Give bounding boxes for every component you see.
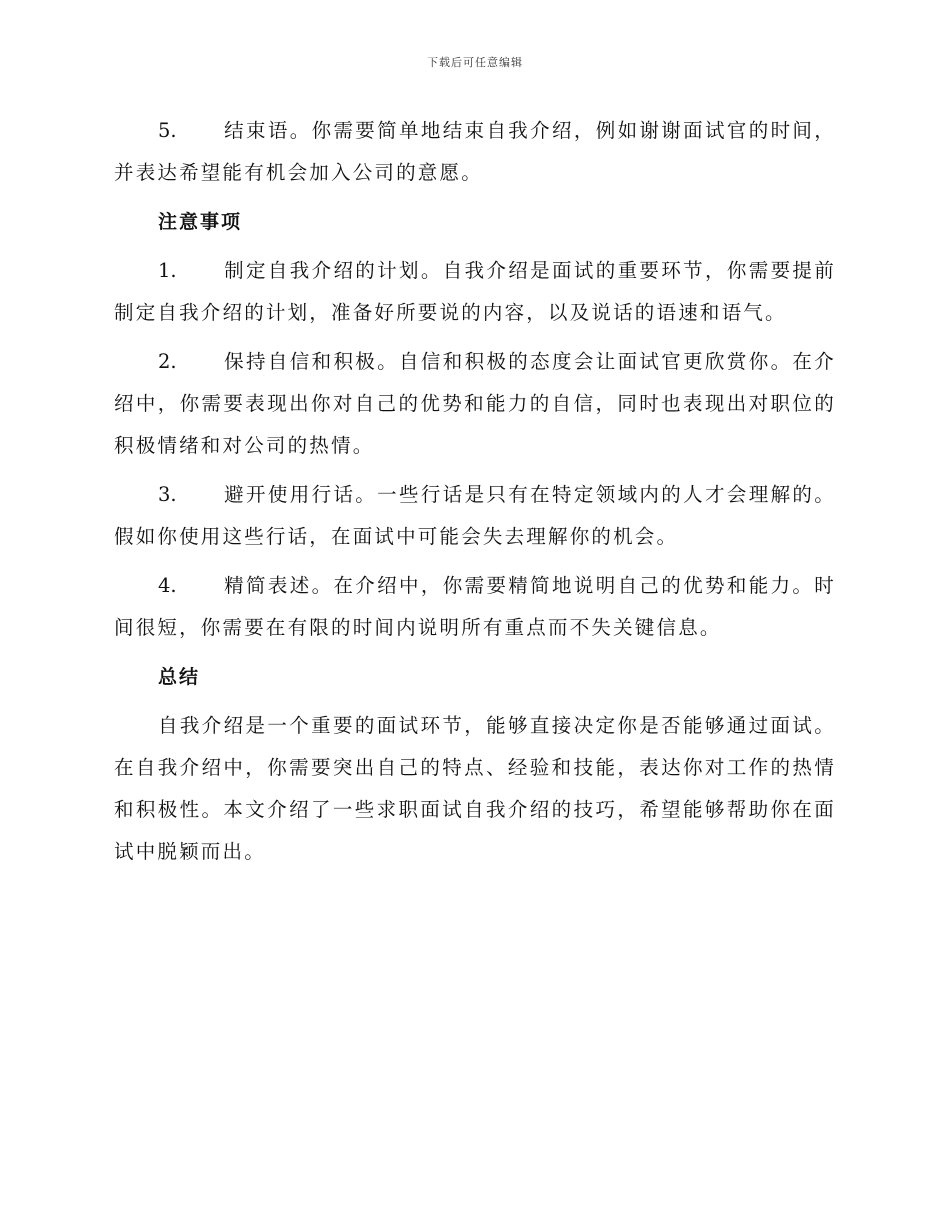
list-item-text: 避开使用行话。一些行话是只有在特定领域内的人才会理解的。假如你使用这些行话，在面试中可能会失去理解你的机会。 bbox=[114, 483, 836, 548]
list-item-note-3 bbox=[114, 474, 836, 558]
list-number: 2. bbox=[158, 350, 177, 373]
list-item-note-2 bbox=[114, 341, 836, 467]
list-number: 5. bbox=[158, 119, 177, 142]
list-item-closing bbox=[114, 110, 836, 194]
section-heading-summary: 总结 bbox=[158, 666, 201, 688]
list-number: 4. bbox=[158, 574, 177, 597]
list-item-text: 结束语。你需要简单地结束自我介绍，例如谢谢面试官的时间，并表达希望能有机会加入公司的意愿。 bbox=[114, 119, 836, 184]
document-body bbox=[114, 110, 836, 880]
section-heading-notes: 注意事项 bbox=[158, 211, 243, 233]
list-item-text: 制定自我介绍的计划。自我介绍是面试的重要环节，你需要提前制定自我介绍的计划，准备好所要说的内容，以及说话的语速和语气。 bbox=[114, 259, 836, 324]
list-item-text: 精简表述。在介绍中，你需要精简地说明自己的优势和能力。时间很短，你需要在有限的时间内说明所有重点而不失关键信息。 bbox=[114, 574, 836, 639]
list-number: 1. bbox=[158, 259, 177, 282]
summary-paragraph: 自我介绍是一个重要的面试环节，能够直接决定你是否能够通过面试。在自我介绍中，你需要突出自己的特点、经验和技能，表达你对工作的热情和积极性。本文介绍了一些求职面试自我介绍的技巧，希望能够帮助你在面试中脱颖而出。 bbox=[114, 714, 836, 863]
page-header-note: 下载后可任意编辑 bbox=[427, 56, 523, 69]
list-item-note-1 bbox=[114, 250, 836, 334]
list-item-note-4 bbox=[114, 565, 836, 649]
list-number: 3. bbox=[158, 483, 177, 506]
list-item-text: 保持自信和积极。自信和积极的态度会让面试官更欣赏你。在介绍中，你需要表现出你对自己的优势和能力的自信，同时也表现出对职位的积极情绪和对公司的热情。 bbox=[114, 350, 836, 457]
